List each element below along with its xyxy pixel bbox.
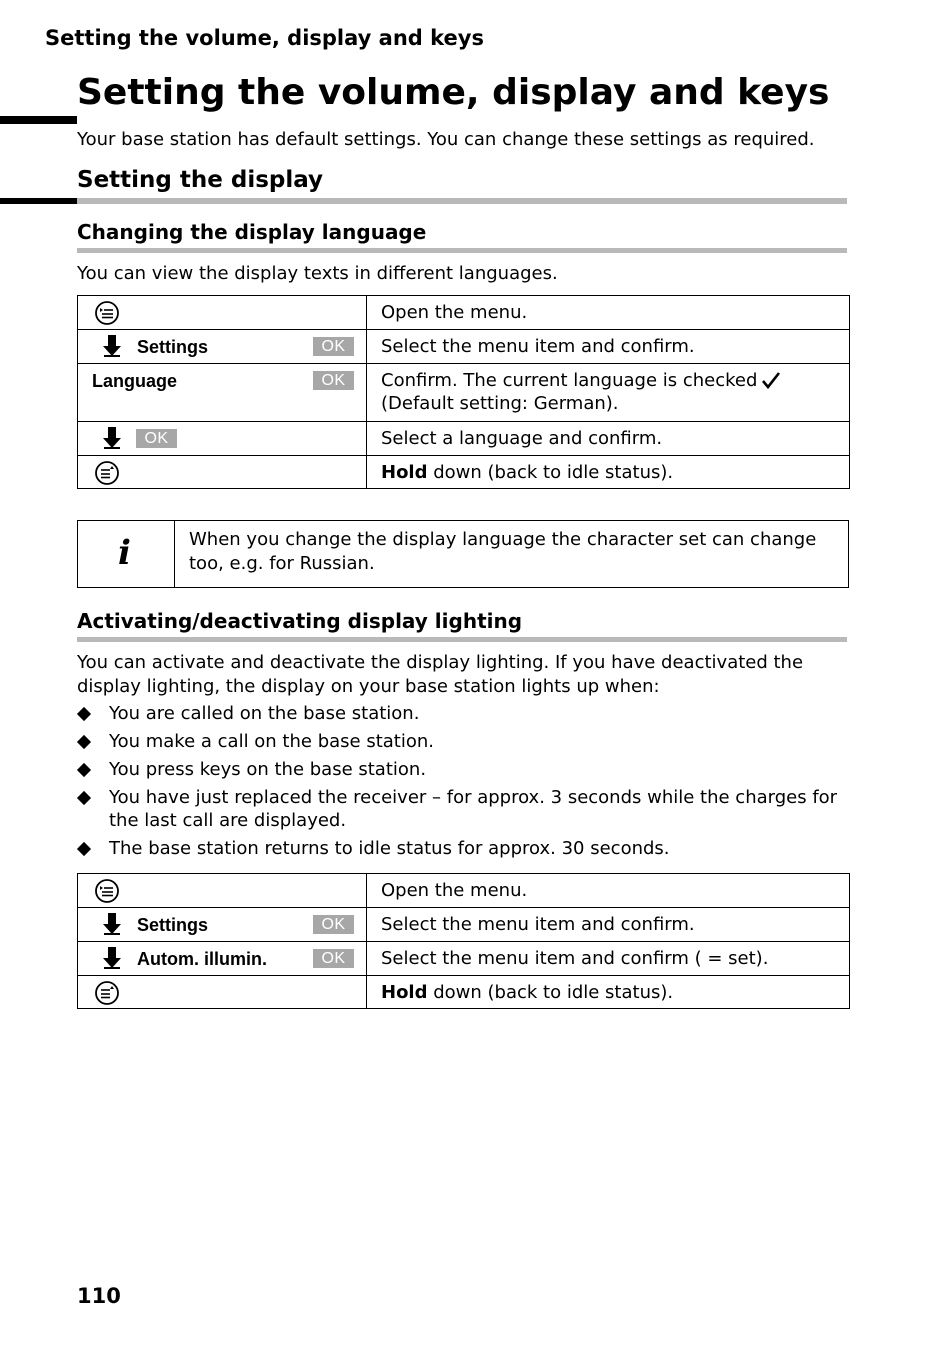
step-description: Select a language and confirm. xyxy=(367,422,850,456)
language-steps-table xyxy=(77,295,850,489)
table-row xyxy=(78,908,850,942)
step-description xyxy=(367,976,850,1009)
step-description-line1: Confirm. The current language is checked xyxy=(381,370,758,391)
menu-open-icon xyxy=(94,300,120,326)
menu-back-icon xyxy=(94,460,120,486)
menu-key-settings: Settings xyxy=(137,915,209,935)
section-heading: Setting the display xyxy=(77,167,324,193)
page-number: 110 xyxy=(77,1284,121,1308)
step-description: Open the menu. xyxy=(367,296,850,330)
lighting-steps-table xyxy=(77,873,850,1009)
table-row xyxy=(78,296,850,330)
list-item-text: You are called on the base station. xyxy=(109,703,420,724)
list-item xyxy=(77,786,852,832)
table-row xyxy=(78,364,850,422)
step-description xyxy=(367,456,850,489)
bullet-diamond-icon xyxy=(77,791,91,805)
arrow-down-icon xyxy=(102,335,122,357)
info-icon xyxy=(78,521,175,587)
menu-open-icon xyxy=(94,878,120,904)
checkmark-icon xyxy=(761,371,781,389)
table-row xyxy=(78,422,850,456)
subsection-rule xyxy=(77,248,847,253)
hold-description: down (back to idle status). xyxy=(427,462,674,483)
list-item xyxy=(77,702,852,725)
menu-key-settings: Settings xyxy=(137,337,209,357)
section-bar-accent xyxy=(0,198,77,204)
list-item-text: You have just replaced the receiver – for approx. 3 seconds while the charges for the last call are displayed. xyxy=(109,787,838,831)
step-description: Select the menu item and confirm ( = set). xyxy=(367,942,850,976)
ok-key: OK xyxy=(313,915,354,934)
list-item-text: You press keys on the base station. xyxy=(109,759,427,780)
info-note-text: When you change the display language the character set can change too, e.g. for Russian. xyxy=(189,529,817,574)
list-item xyxy=(77,730,852,753)
subsection-rule xyxy=(77,637,847,642)
lighting-intro: You can activate and deactivate the display lighting. If you have deactivated the display lighting, the display on your base station lights up when: xyxy=(77,652,804,697)
section-rule xyxy=(77,198,847,204)
step-description: Open the menu. xyxy=(367,874,850,908)
ok-key: OK xyxy=(313,371,354,390)
step-description xyxy=(367,364,850,422)
table-row xyxy=(78,942,850,976)
list-item xyxy=(77,837,852,860)
step-description-line2: (Default setting: German). xyxy=(381,393,619,414)
table-row xyxy=(78,456,850,489)
bullet-diamond-icon xyxy=(77,735,91,749)
ok-key: OK xyxy=(136,429,177,448)
table-row xyxy=(78,976,850,1009)
language-intro: You can view the display texts in different languages. xyxy=(77,263,558,284)
ok-key: OK xyxy=(313,337,354,356)
intro-paragraph: Your base station has default settings. You can change these settings as required. xyxy=(77,129,815,150)
step-description: Select the menu item and confirm. xyxy=(367,908,850,942)
list-item-text: The base station returns to idle status for approx. 30 seconds. xyxy=(109,838,670,859)
menu-back-icon xyxy=(94,980,120,1006)
hold-label: Hold xyxy=(381,462,428,483)
subsection-heading-language: Changing the display language xyxy=(77,220,427,244)
page-title: Setting the volume, display and keys xyxy=(77,72,830,113)
list-item-text: You make a call on the base station. xyxy=(109,731,434,752)
info-note xyxy=(77,520,849,588)
subsection-heading-lighting: Activating/deactivating display lighting xyxy=(77,609,523,633)
list-item xyxy=(77,758,852,781)
lighting-conditions-list xyxy=(77,702,852,865)
menu-key-autom-illumin: Autom. illumin. xyxy=(137,949,267,969)
bullet-diamond-icon xyxy=(77,842,91,856)
info-icon-glyph: i xyxy=(118,533,131,573)
hold-description: down (back to idle status). xyxy=(427,982,674,1003)
ok-key: OK xyxy=(313,949,354,968)
bullet-diamond-icon xyxy=(77,707,91,721)
hold-label: Hold xyxy=(381,982,428,1003)
arrow-down-icon xyxy=(102,427,122,449)
step-description: Select the menu item and confirm. xyxy=(367,330,850,364)
table-row xyxy=(78,330,850,364)
menu-key-language: Language xyxy=(92,371,178,391)
arrow-down-icon xyxy=(102,913,122,935)
running-header: Setting the volume, display and keys xyxy=(45,26,484,50)
bullet-diamond-icon xyxy=(77,763,91,777)
title-bar-accent xyxy=(0,116,77,124)
table-row xyxy=(78,874,850,908)
arrow-down-icon xyxy=(102,947,122,969)
